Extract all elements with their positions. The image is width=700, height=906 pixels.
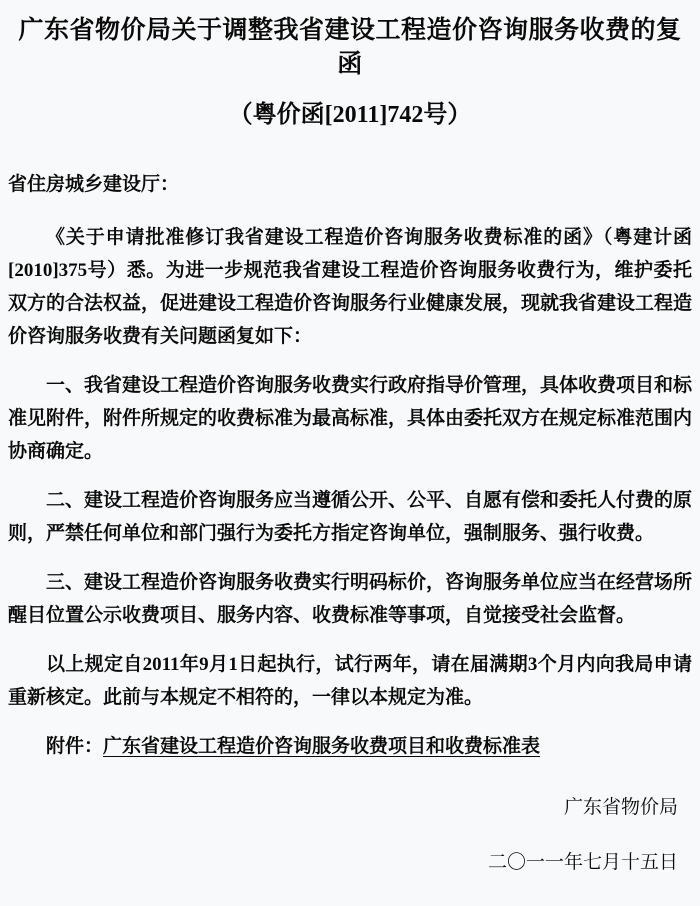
- document-body: [8, 168, 692, 763]
- document-title: 广东省物价局关于调整我省建设工程造价咨询服务收费的复函: [18, 17, 682, 78]
- paragraph-item-3: 三、建设工程造价咨询服务收费实行明码标价，咨询服务单位应当在经营场所醒目位置公示收费项目、服务内容、收费标准等事项，自觉接受社会监督。: [8, 572, 693, 626]
- attachment-label: 附件：: [46, 736, 104, 757]
- paragraph-intro: 《关于申请批准修订我省建设工程造价咨询服务收费标准的函》（粤建计函[2010]375号）悉。为进一步规范我省建设工程造价咨询服务收费行为，维护委托双方的合法权益，促进建设工程造价咨询服务行业健康发展，现就我省建设工程造价咨询服务收费有关问题函复如下：: [8, 227, 693, 347]
- salutation: 省住房城乡建设厅：: [8, 174, 180, 195]
- paragraph-effective-date: 以上规定自2011年9月1日起执行，试行两年，请在届满期3个月内向我局申请重新核定。此前与本规定不相符的，一律以本规定为准。: [8, 654, 692, 708]
- signature-block: [8, 791, 692, 879]
- attachment-link[interactable]: 广东省建设工程造价咨询服务收费项目和收费标准表: [103, 736, 541, 757]
- paragraph-item-2: 二、建设工程造价咨询服务应当遵循公开、公平、自愿有偿和委托人付费的原则，严禁任何单位和部门强行为委托方指定咨询单位，强制服务、强行收费。: [8, 490, 693, 544]
- attachment-line: [8, 730, 692, 763]
- issuing-agency: 广东省物价局: [563, 797, 678, 818]
- document-number: （粤价函[2011]742号）: [228, 102, 472, 128]
- issue-date: 二〇一一年七月十五日: [487, 852, 678, 873]
- paragraph-item-1: 一、我省建设工程造价咨询服务收费实行政府指导价管理，具体收费项目和标准见附件，附件所规定的收费标准为最高标准，具体由委托双方在规定标准范围内协商确定。: [8, 375, 693, 462]
